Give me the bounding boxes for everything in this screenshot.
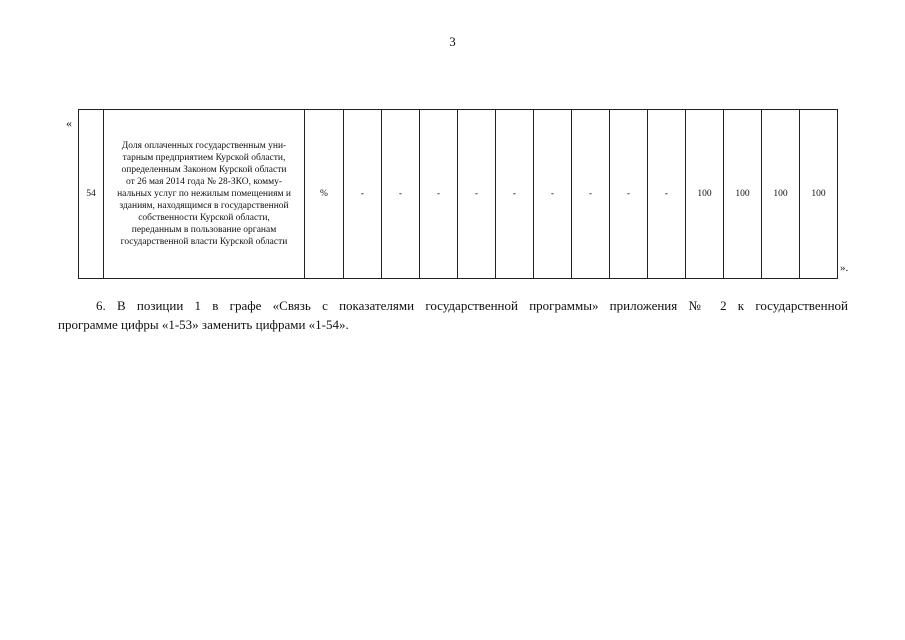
indicator-name-cell (104, 110, 305, 279)
unit-cell: % (305, 110, 344, 279)
value-cell: 100 (800, 110, 838, 279)
page-number: 3 (449, 34, 456, 49)
indicator-name-line: тарным предприятием Курской области, (122, 153, 286, 163)
value-cell: 100 (724, 110, 762, 279)
row-number-cell: 54 (79, 110, 104, 279)
closing-quote: ». (840, 262, 849, 274)
indicator-name-line: от 26 мая 2014 года № 28-ЗКО, комму- (125, 177, 283, 187)
value-cell: 100 (686, 110, 724, 279)
value-cell: - (648, 110, 686, 279)
paragraph-line: 6. В позиции 1 в графе «Связь с показателями государственной программы» приложения № 2 к государственной (96, 298, 848, 313)
table-row (79, 110, 838, 279)
indicator-name-line: переданным в пользование органам (131, 225, 277, 235)
value-cell: - (458, 110, 496, 279)
value-cell: - (534, 110, 572, 279)
indicator-name-line: зданиям, находящимся в государственной (119, 201, 289, 211)
paragraph-line: программе цифры «1-53» заменить цифрами «1-54». (58, 317, 349, 332)
indicator-name-line: Доля оплаченных государственным уни- (121, 141, 287, 151)
value-cell: - (572, 110, 610, 279)
value-cell: - (344, 110, 382, 279)
amendment-paragraph (58, 296, 848, 334)
value-cell: - (610, 110, 648, 279)
value-cell: 100 (762, 110, 800, 279)
indicator-name-line: государственной власти Курской области (120, 237, 288, 247)
value-cell: - (382, 110, 420, 279)
indicator-name-line: нальных услуг по нежилым помещениям и (117, 189, 291, 199)
indicator-name-line: собственности Курской области, (138, 213, 270, 223)
indicator-name-line: определенным Законом Курской области (121, 165, 287, 175)
indicator-table (78, 109, 838, 279)
opening-quote: « (66, 116, 72, 130)
value-cell: - (420, 110, 458, 279)
value-cell: - (496, 110, 534, 279)
